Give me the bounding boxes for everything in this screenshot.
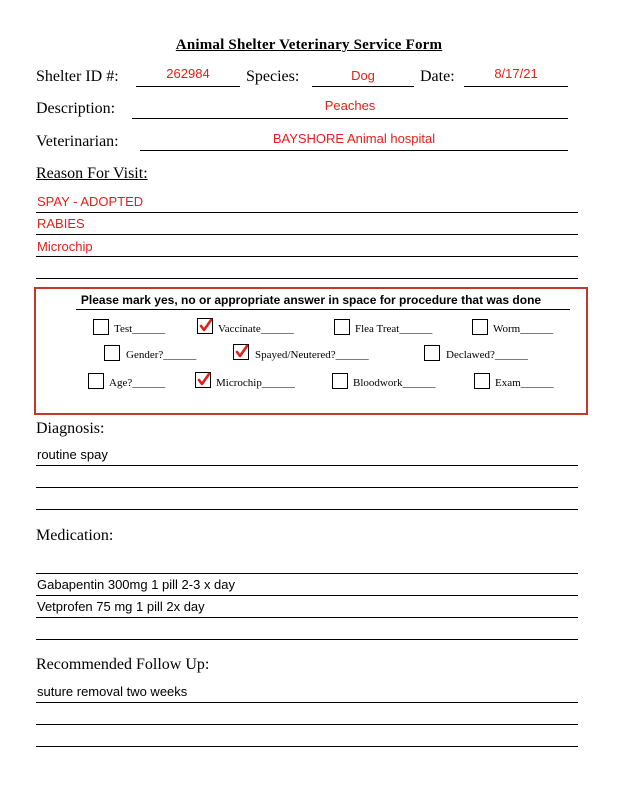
- reason-rule-2: [36, 234, 578, 235]
- flea-treat-label: Flea Treat______: [355, 323, 433, 335]
- diagnosis-label: Diagnosis:: [36, 420, 105, 437]
- follow-up-label: Recommended Follow Up:: [36, 656, 210, 673]
- shelter-id-label: Shelter ID #:: [36, 68, 119, 85]
- date-line: [464, 86, 568, 87]
- exam-label: Exam______: [495, 377, 554, 389]
- species-field[interactable]: Dog: [351, 68, 375, 83]
- diagnosis-rule-3: [36, 509, 578, 510]
- gender-checkbox[interactable]: [104, 345, 120, 361]
- worm-checkbox[interactable]: [472, 319, 488, 335]
- follow-up-line-1[interactable]: suture removal two weeks: [37, 684, 188, 699]
- spayed-neutered-checkbox[interactable]: [233, 344, 249, 360]
- follow-up-rule-3: [36, 746, 578, 747]
- test-label: Test______: [114, 323, 166, 335]
- gender-label: Gender?______: [126, 349, 197, 361]
- description-field[interactable]: Peaches: [324, 98, 376, 113]
- medication-rule-3: [36, 617, 578, 618]
- microchip-label: Microchip______: [216, 377, 295, 389]
- veterinarian-field[interactable]: BAYSHORE Animal hospital: [272, 131, 436, 146]
- form-title: Animal Shelter Veterinary Service Form: [175, 37, 443, 53]
- medication-rule-4: [36, 639, 578, 640]
- declawed-checkbox[interactable]: [424, 345, 440, 361]
- medication-rule-2: [36, 595, 578, 596]
- worm-label: Worm______: [493, 323, 554, 335]
- checkmark-icon: [234, 343, 250, 359]
- bloodwork-checkbox[interactable]: [332, 373, 348, 389]
- medication-rule-1: [36, 573, 578, 574]
- species-label: Species:: [246, 68, 300, 85]
- reason-line-1[interactable]: SPAY - ADOPTED: [37, 194, 144, 209]
- age-checkbox[interactable]: [88, 373, 104, 389]
- diagnosis-line-1[interactable]: routine spay: [37, 447, 108, 462]
- shelter-id-line: [136, 86, 240, 87]
- medication-line-2[interactable]: Gabapentin 300mg 1 pill 2-3 x day: [37, 577, 236, 592]
- follow-up-rule-1: [36, 702, 578, 703]
- procedures-instruction: Please mark yes, no or appropriate answer in space for procedure that was done: [80, 293, 542, 307]
- species-line: [312, 86, 414, 87]
- reason-label: Reason For Visit:: [36, 165, 148, 182]
- flea-treat-checkbox[interactable]: [334, 319, 350, 335]
- spayed-neutered-label: Spayed/Neutered?______: [255, 349, 369, 361]
- medication-line-3[interactable]: Vetprofen 75 mg 1 pill 2x day: [37, 599, 205, 614]
- diagnosis-rule-1: [36, 465, 578, 466]
- exam-checkbox[interactable]: [474, 373, 490, 389]
- date-field[interactable]: 8/17/21: [494, 66, 538, 81]
- diagnosis-rule-2: [36, 487, 578, 488]
- microchip-checkbox[interactable]: [195, 372, 211, 388]
- bloodwork-label: Bloodwork______: [353, 377, 436, 389]
- veterinarian-label: Veterinarian:: [36, 133, 119, 150]
- veterinarian-line: [140, 150, 568, 151]
- shelter-id-field[interactable]: 262984: [166, 66, 210, 81]
- follow-up-rule-2: [36, 724, 578, 725]
- checkmark-icon: [196, 371, 212, 387]
- test-checkbox[interactable]: [93, 319, 109, 335]
- declawed-label: Declawed?______: [446, 349, 528, 361]
- reason-rule-1: [36, 212, 578, 213]
- description-label: Description:: [36, 100, 116, 117]
- age-label: Age?______: [109, 377, 166, 389]
- reason-rule-3: [36, 256, 578, 257]
- date-label: Date:: [420, 68, 455, 85]
- reason-line-3[interactable]: Microchip: [37, 239, 93, 254]
- description-line: [132, 118, 568, 119]
- checkmark-icon: [198, 317, 214, 333]
- reason-rule-4: [36, 278, 578, 279]
- procedures-instruction-rule: [76, 309, 570, 310]
- reason-line-2[interactable]: RABIES: [37, 216, 85, 231]
- vaccinate-label: Vaccinate______: [218, 323, 294, 335]
- medication-label: Medication:: [36, 527, 114, 544]
- vaccinate-checkbox[interactable]: [197, 318, 213, 334]
